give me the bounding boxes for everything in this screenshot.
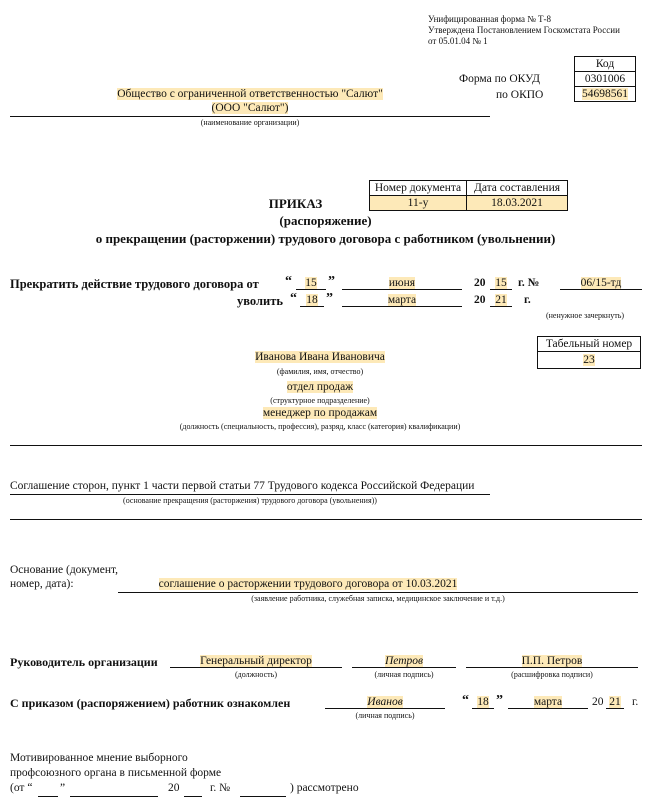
union-line3-no: г. № bbox=[210, 782, 231, 794]
grounds-line bbox=[118, 592, 638, 593]
contract-year-suffix: 15 bbox=[490, 277, 512, 290]
grounds-label-2: номер, дата): bbox=[10, 578, 74, 590]
basis-line-2 bbox=[10, 519, 642, 520]
open-quote-2: “ bbox=[290, 291, 297, 306]
basis-caption: (основание прекращения (расторжения) трудового договора (увольнения)) bbox=[123, 496, 377, 505]
organization-line bbox=[10, 116, 490, 117]
employee-position-caption: (должность (специальность, профессия), разряд, класс (категория) квалификации) bbox=[179, 422, 461, 431]
form-header-line3: от 05.01.04 № 1 bbox=[428, 36, 488, 46]
acquainted-year-suffix: 21 bbox=[606, 696, 624, 709]
organization-short-name: (ООО "Салют") bbox=[211, 102, 289, 114]
form-header-line1: Унифицированная форма № Т-8 bbox=[428, 14, 552, 24]
form-header bbox=[428, 14, 620, 47]
dismiss-day: 18 bbox=[300, 294, 324, 307]
acquainted-signature: Иванов bbox=[325, 696, 445, 709]
union-line2: профсоюзного органа в письменной форме bbox=[10, 767, 222, 779]
close-quote-1: ” bbox=[328, 274, 335, 289]
union-line3-quote: ” bbox=[60, 782, 66, 794]
dismiss-label: уволить bbox=[237, 294, 283, 308]
contract-month: июня bbox=[342, 277, 462, 290]
dismiss-year-suffix: 21 bbox=[490, 294, 512, 307]
employee-fio-caption: (фамилия, имя, отчество) bbox=[276, 367, 364, 376]
acquainted-year-prefix: 20 bbox=[592, 696, 604, 708]
contract-number: 06/15-тд bbox=[560, 277, 642, 290]
organization-caption: (наименование организации) bbox=[200, 118, 300, 127]
dismiss-year-g: г. bbox=[524, 294, 531, 306]
tabel-value: 23 bbox=[538, 352, 641, 369]
employee-position: менеджер по продажам bbox=[262, 407, 378, 419]
employee-department: отдел продаж bbox=[286, 381, 354, 393]
acquainted-month: марта bbox=[508, 696, 588, 709]
acquainted-signature-caption: (личная подпись) bbox=[355, 711, 415, 720]
grounds-caption: (заявление работника, служебная записка, медицинское заключение и т.д.) bbox=[251, 594, 505, 603]
title-rasporyazhenie: (распоряжение) bbox=[279, 213, 372, 228]
head-position: Генеральный директор bbox=[170, 655, 342, 668]
employee-fio: Иванова Ивана Ивановича bbox=[255, 351, 385, 363]
union-line1: Мотивированное мнение выборного bbox=[10, 752, 188, 764]
doc-date-value: 18.03.2021 bbox=[467, 196, 568, 211]
union-line3-year: 20 bbox=[168, 782, 180, 794]
terminate-label: Прекратить действие трудового договора от bbox=[10, 277, 259, 291]
acquainted-g: г. bbox=[632, 696, 639, 708]
contract-day: 15 bbox=[296, 277, 326, 290]
grounds-label-1: Основание (документ, bbox=[10, 564, 119, 576]
head-signature: Петров bbox=[352, 655, 456, 668]
union-number-line bbox=[240, 796, 286, 797]
doc-date-header: Дата составления bbox=[467, 181, 568, 196]
doc-number-value: 11-у bbox=[370, 196, 467, 211]
dismiss-month: марта bbox=[342, 294, 462, 307]
okud-label: Форма по ОКУД bbox=[459, 73, 540, 85]
union-year-line bbox=[184, 796, 202, 797]
head-signature-caption: (личная подпись) bbox=[374, 670, 434, 679]
contract-number-label: г. № bbox=[518, 277, 540, 289]
title-prikaz: ПРИКАЗ bbox=[268, 196, 323, 211]
tabel-header: Табельный номер bbox=[538, 337, 641, 352]
okpo-label: по ОКПО bbox=[496, 89, 544, 101]
union-line3-end: ) рассмотрено bbox=[290, 782, 359, 794]
codes-table bbox=[574, 56, 636, 102]
union-month-line bbox=[70, 796, 158, 797]
basis-text: Соглашение сторон, пункт 1 части первой статьи 77 Трудового кодекса Российской Федерации bbox=[10, 480, 475, 492]
okpo-value: 54698561 bbox=[575, 87, 636, 102]
close-quote-2: ” bbox=[326, 291, 333, 306]
union-line3-start: (от “ bbox=[10, 782, 33, 794]
head-name-caption: (расшифровка подписи) bbox=[511, 670, 593, 679]
form-header-line2: Утверждена Постановлением Госкомстата России bbox=[428, 25, 620, 35]
organization-name: Общество с ограниченной ответственностью "Салют" bbox=[117, 88, 383, 100]
acquainted-label: С приказом (распоряжением) работник ознакомлен bbox=[10, 696, 291, 710]
head-label: Руководитель организации bbox=[10, 655, 158, 669]
basis-line bbox=[10, 494, 490, 495]
employee-department-caption: (структурное подразделение) bbox=[270, 396, 370, 405]
head-position-caption: (должность) bbox=[235, 670, 277, 679]
union-day-line bbox=[38, 796, 58, 797]
okud-value: 0301006 bbox=[575, 72, 636, 87]
employee-line bbox=[10, 445, 642, 446]
grounds-value: соглашение о расторжении трудового договора от 10.03.2021 bbox=[158, 578, 458, 590]
head-name: П.П. Петров bbox=[466, 655, 638, 668]
contract-year-prefix: 20 bbox=[474, 277, 486, 289]
acquainted-day: 18 bbox=[472, 696, 494, 709]
title-subject: о прекращении (расторжении) трудового договора с работником (увольнении) bbox=[95, 231, 556, 246]
kod-header: Код bbox=[575, 57, 636, 72]
acq-open-quote: “ bbox=[462, 693, 469, 708]
acq-close-quote: ” bbox=[496, 693, 503, 708]
open-quote-1: “ bbox=[285, 274, 292, 289]
dismiss-year-prefix: 20 bbox=[474, 294, 486, 306]
doc-number-header: Номер документа bbox=[370, 181, 467, 196]
strike-note: (ненужное зачеркнуть) bbox=[545, 311, 625, 320]
